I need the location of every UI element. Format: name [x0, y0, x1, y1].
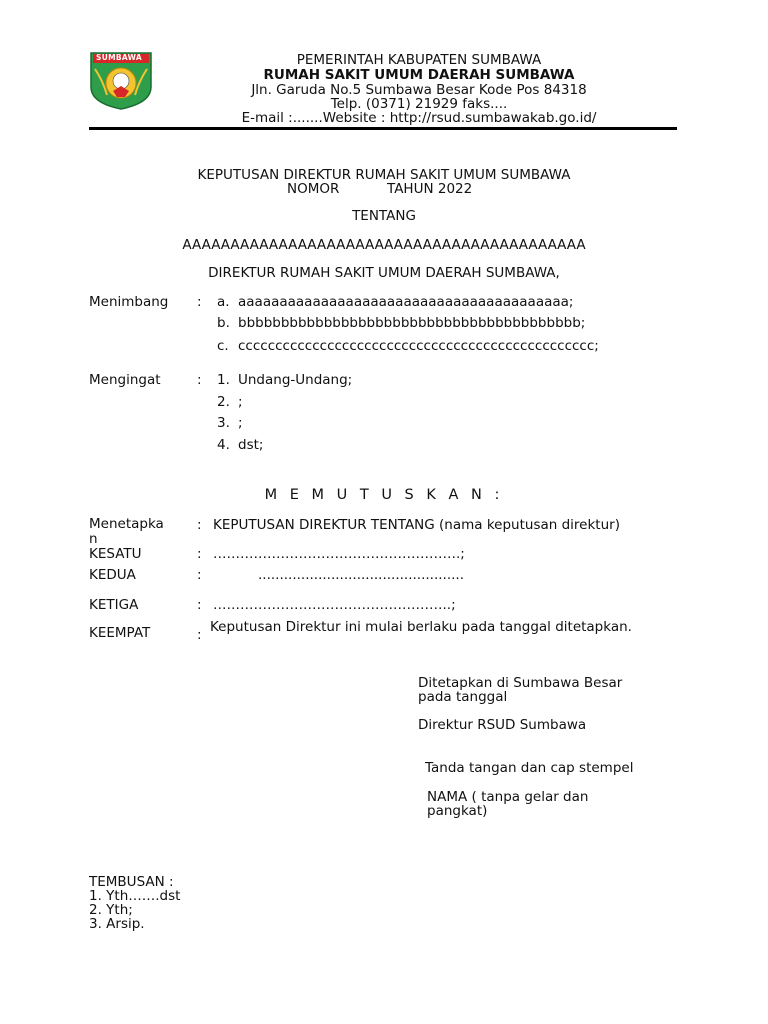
signature-stamp-note: Tanda tangan dan cap stempel: [425, 760, 634, 776]
menimbang-item-num: b.: [217, 315, 230, 331]
decision-colon: :: [197, 567, 202, 583]
mengingat-item-text: Undang-Undang;: [238, 372, 353, 388]
mengingat-label: Mengingat: [89, 372, 161, 388]
signature-place: Ditetapkan di Sumbawa Besar: [418, 675, 623, 691]
letterhead-government: PEMERINTAH KABUPATEN SUMBAWA: [296, 52, 542, 68]
mengingat-item-num: 2.: [217, 394, 230, 410]
decision-colon: :: [197, 597, 202, 613]
mengingat-item-text: ;: [238, 394, 243, 410]
mengingat-item-num: 1.: [217, 372, 230, 388]
letterhead-phone: Telp. (0371) 21929 faks....: [330, 96, 508, 112]
decision-label: KESATU: [89, 546, 142, 562]
menimbang-item-num: c.: [217, 338, 229, 354]
tentang-heading: TENTANG: [352, 208, 416, 224]
decision-text: Keputusan Direktur ini mulai berlaku pada tanggal ditetapkan.: [210, 619, 632, 635]
decree-subject: AAAAAAAAAAAAAAAAAAAAAAAAAAAAAAAAAAAAAAAAAA: [182, 237, 586, 253]
letterhead-contact: E-mail :.......Website : http://rsud.sumbawakab.go.id/: [241, 110, 597, 126]
tembusan-label: TEMBUSAN :: [89, 874, 174, 890]
letterhead-divider: [89, 127, 677, 130]
decision-label: Menetapka n: [89, 516, 164, 547]
mengingat-item-text: ;: [238, 415, 243, 431]
signature-name-cont: pangkat): [427, 803, 488, 819]
menimbang-item-text: cccccccccccccccccccccccccccccccccccccccccccccccc;: [238, 338, 599, 354]
letterhead-address: Jln. Garuda No.5 Sumbawa Besar Kode Pos 84318: [251, 82, 587, 98]
logo-text: SUMBAWA: [96, 53, 142, 62]
menimbang-item-text: aaaaaaaaaaaaaaaaaaaaaaaaaaaaaaaaaaaaaaaa;: [238, 294, 574, 310]
decision-text: ……………………………………………….;: [213, 546, 465, 562]
signature-name: NAMA ( tanpa gelar dan: [427, 789, 589, 805]
tembusan-item: 2. Yth;: [89, 902, 133, 918]
decision-label: KETIGA: [89, 597, 139, 613]
decision-label: KEDUA: [89, 567, 136, 583]
tembusan-item: 1. Yth…….dst: [89, 888, 181, 904]
menimbang-item-num: a.: [217, 294, 230, 310]
signature-date: pada tanggal: [418, 689, 508, 705]
decision-text: KEPUTUSAN DIREKTUR TENTANG (nama keputusan direktur): [213, 517, 620, 533]
menimbang-label: Menimbang: [89, 294, 169, 310]
decision-text: ……………………………………………..;: [213, 597, 456, 613]
decision-colon: :: [197, 517, 202, 533]
memutuskan-heading: M E M U T U S K A N :: [264, 487, 504, 503]
mengingat-item-text: dst;: [238, 437, 264, 453]
tembusan-item: 3. Arsip.: [89, 916, 145, 932]
menimbang-colon: :: [197, 294, 202, 310]
decision-text: ................................................: [258, 567, 464, 583]
mengingat-item-num: 3.: [217, 415, 230, 431]
decree-year: TAHUN 2022: [387, 181, 473, 197]
signature-position: Direktur RSUD Sumbawa: [418, 717, 587, 733]
decree-number-label: NOMOR: [287, 181, 340, 197]
decision-label: KEEMPAT: [89, 625, 151, 641]
sumbawa-logo: [89, 51, 153, 111]
letterhead-hospital: RUMAH SAKIT UMUM DAERAH SUMBAWA: [263, 67, 575, 83]
decision-colon: :: [197, 546, 202, 562]
decree-title: KEPUTUSAN DIREKTUR RUMAH SAKIT UMUM SUMBAWA: [197, 167, 571, 183]
menimbang-item-text: bbbbbbbbbbbbbbbbbbbbbbbbbbbbbbbbbbbbbbbb;: [238, 315, 586, 331]
mengingat-item-num: 4.: [217, 437, 230, 453]
mengingat-colon: :: [197, 372, 202, 388]
decision-colon: :: [197, 627, 202, 643]
director-heading: DIREKTUR RUMAH SAKIT UMUM DAERAH SUMBAWA,: [208, 265, 560, 281]
